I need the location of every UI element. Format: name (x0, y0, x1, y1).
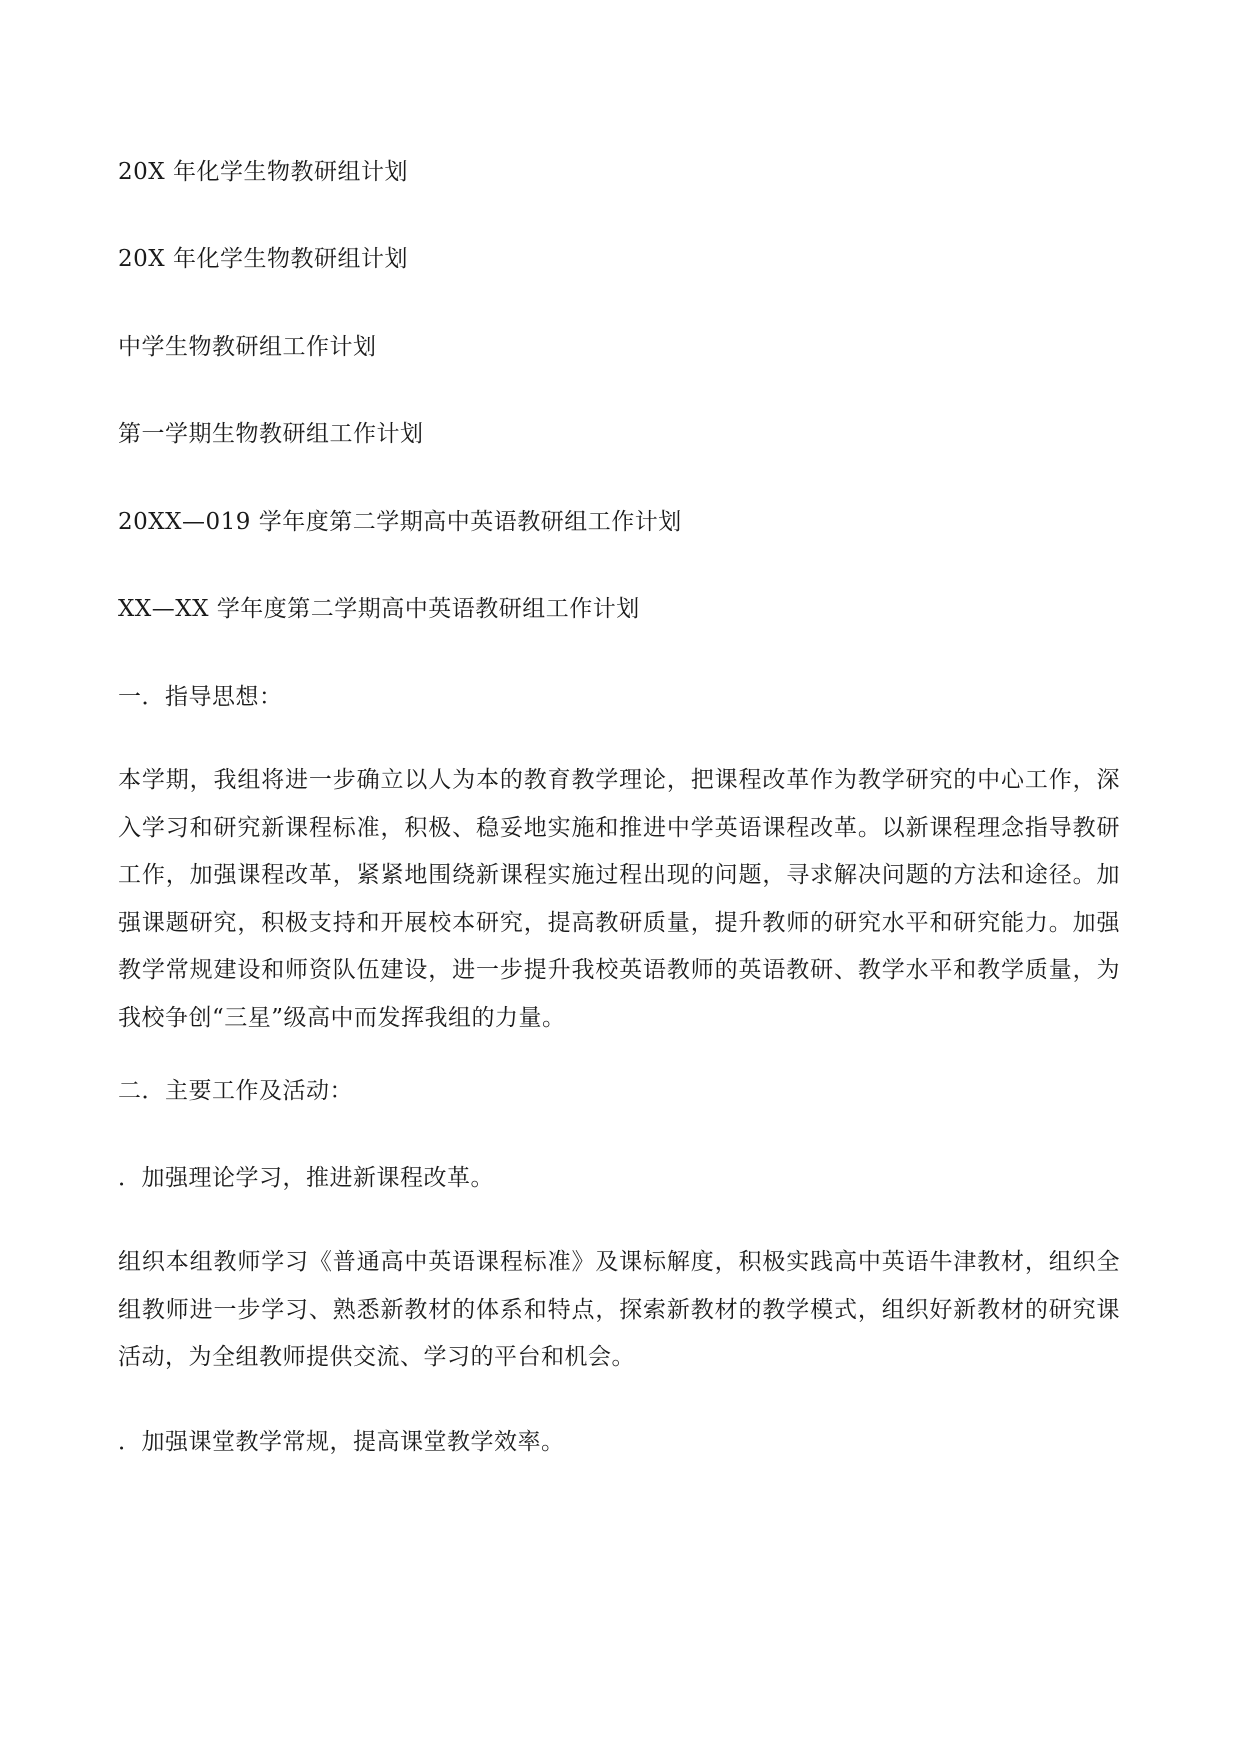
list-item-2: ．加强课堂教学常规，提高课堂教学效率。 (118, 1429, 565, 1455)
title-line-3: 中学生物教研组工作计划 (118, 334, 377, 360)
list-item-1: ．加强理论学习，推进新课程改革。 (118, 1165, 494, 1191)
body-paragraph-1: 本学期，我组将进一步确立以人为本的教育教学理论，把课程改革作为教学研究的中心工作，深入学习和研究新课程标准，积极、稳妥地实施和推进中学英语课程改革。以新课程理念指导教研工作，加强课程改革，紧紧地围绕新课程实施过程出现的问题，寻求解决问题的方法和途径。加强课题研究，积极支持和开展校本研究，提高教研质量，提升教师的研究水平和研究能力。加强教学常规建设和师资队伍建设，进一步提升我校英语教师的英语教研、教学水平和教学质量，为我校争创“三星”级高中而发挥我组的力量。 (118, 767, 1120, 1031)
body-paragraph-2: 组织本组教师学习《普通高中英语课程标准》及课标解度，积极实践高中英语牛津教材，组织全组教师进一步学习、熟悉新教材的体系和特点，探索新教材的教学模式，组织好新教材的研究课活动，为全组教师提供交流、学习的平台和机会。 (118, 1249, 1120, 1370)
title-line-4: 第一学期生物教研组工作计划 (118, 421, 424, 447)
title-line-5: 20XX—019 学年度第二学期高中英语教研组工作计划 (118, 509, 682, 535)
section-heading-2: 二．主要工作及活动： (118, 1078, 353, 1104)
title-line-6: XX—XX 学年度第二学期高中英语教研组工作计划 (118, 596, 640, 622)
title-line-1: 20X 年化学生物教研组计划 (118, 159, 408, 185)
section-heading-1: 一．指导思想： (118, 684, 283, 710)
title-line-2: 20X 年化学生物教研组计划 (118, 246, 408, 272)
